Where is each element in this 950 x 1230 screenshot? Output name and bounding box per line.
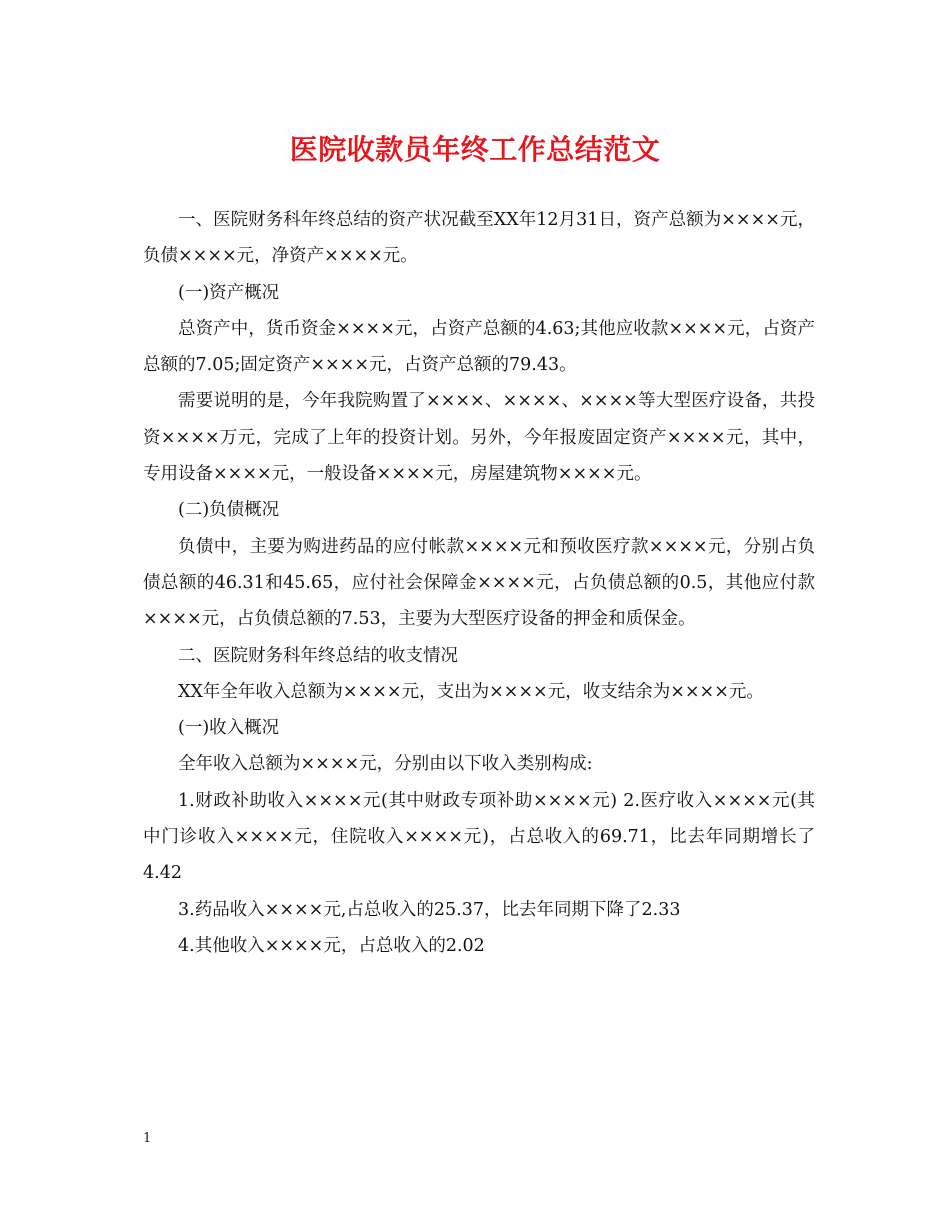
paragraph: 一、医院财务科年终总结的资产状况截至XX年12月31日，资产总额为××××元，负债××××元，净资产××××元。	[143, 210, 815, 267]
paragraph: 全年收入总额为××××元，分别由以下收入类别构成:	[178, 754, 593, 775]
section-heading: (二)负债概况	[178, 500, 280, 521]
paragraph: XX年全年收入总额为××××元，支出为××××元，收支结余为××××元。	[178, 681, 764, 702]
list-item: 3.药品收入××××元,占总收入的25.37，比去年同期下降了2.33	[178, 899, 681, 920]
document-body	[143, 202, 815, 964]
list-item: 1.财政补助收入××××元(其中财政专项补助××××元) 2.医疗收入××××元(其中门诊收入××××元，住院收入××××元)，占总收入的69.71，比去年同期增长了4.42	[143, 790, 815, 884]
page-number: 1	[143, 1131, 152, 1146]
section-heading: 二、医院财务科年终总结的收支情况	[178, 645, 458, 666]
list-item: 4.其他收入××××元，占总收入的2.02	[178, 935, 485, 956]
paragraph: 总资产中，货币资金××××元，占资产总额的4.63;其他应收款××××元，占资产总额的7.05;固定资产××××元，占资产总额的79.43。	[143, 318, 815, 376]
section-heading: (一)资产概况	[178, 282, 280, 303]
section-heading: (一)收入概况	[178, 718, 280, 739]
document-title: 医院收款员年终工作总结范文	[289, 133, 661, 166]
paragraph: 需要说明的是，今年我院购置了××××、××××、××××等大型医疗设备，共投资××××万元，完成了上年的投资计划。另外，今年报废固定资产××××元，其中，专用设备××××元，一般设备××××元，房屋建筑物××××元。	[143, 391, 815, 485]
paragraph: 负债中，主要为购进药品的应付帐款××××元和预收医疗款××××元，分别占负债总额的46.31和45.65，应付社会保障金××××元，占负债总额的0.5，其他应付款××××元，占负债总额的7.53，主要为大型医疗设备的押金和质保金。	[143, 536, 815, 630]
